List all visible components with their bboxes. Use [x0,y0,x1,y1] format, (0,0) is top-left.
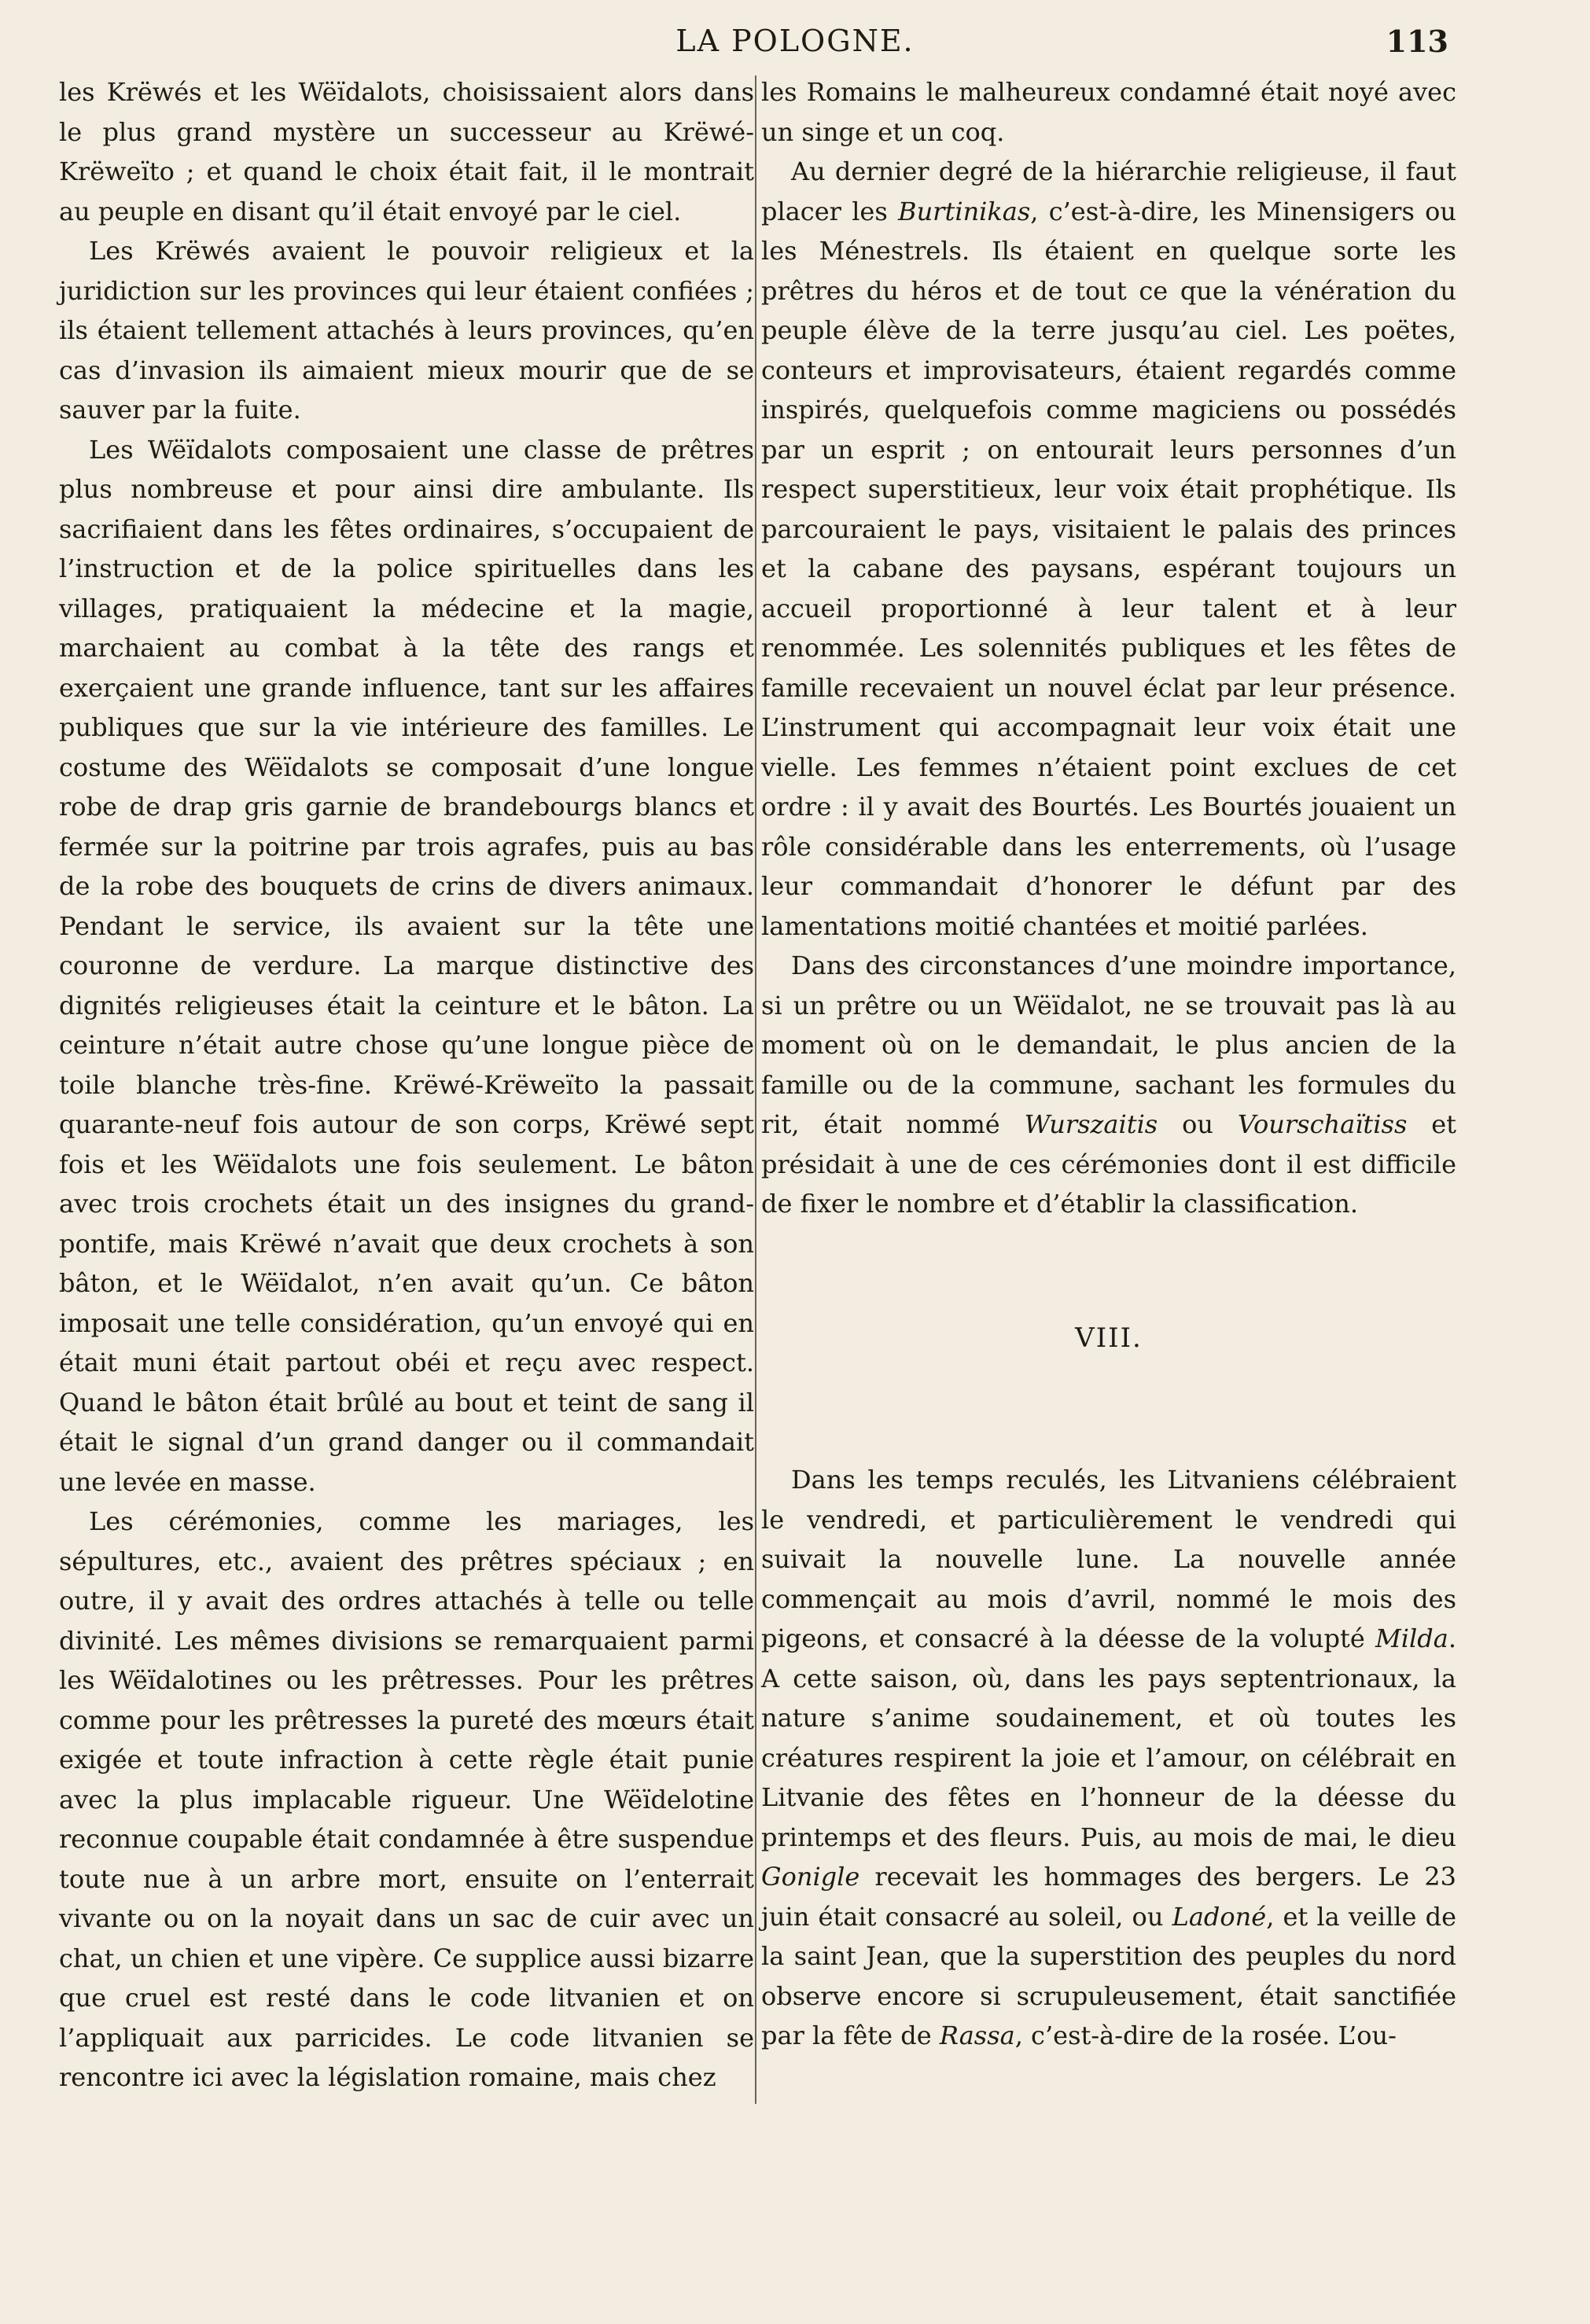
text-run: et présidait à une de ces cérémonies dont il est difficile de fixer le nombre et d’établir la classification. [761,1109,1457,1219]
italic-term: Ladoné [1172,1901,1267,1932]
paragraph [761,946,1456,1224]
text-run: Dans les temps reculés, les Litvaniens célébraient le vendredi, et particulièrement le vendredi qui suivait la nouvelle lune. La nouvelle année commençait au mois d’avril, nommé le mois des pigeons, et consacré à la déesse de la volupté [761,1465,1456,1653]
right-column [761,72,1456,2056]
text-run: recevait les hommages des bergers. Le 23 juin était consacré au soleil, ou [761,1862,1456,1932]
italic-term: Rassa [939,2021,1015,2050]
text-run: , c’est-à-dire, les Minensigers ou les Ménestrels. Ils étaient en quelque sorte les prêtres du héros et de tout ce que la vénération du peuple élève de la terre jusqu’au ciel. Les poëtes, conteurs et improvisateurs, étaient regardés comme inspirés, quelquefois comme magiciens ou possédés par un esprit ; on entourait leurs personnes d’un respect superstitieux, leur voix était prophétique. Ils parcouraient le pays, visitaient le palais des princes et la cabane des paysans, espérant toujours un accueil proportionné à leur talent et à leur renommée. Les solennités publiques et les fêtes de famille recevaient un nouvel éclat par leur présence. L’instrument qui accompagnait leur voix était une vielle. Les femmes n’étaient point exclues de cet ordre : il y avait des Bourtés. Les Bourtés jouaient un rôle considérable dans les enterrements, où l’usage leur commandait d’honorer le défunt par des lamentations moitié chantées et moitié parlées. [761,196,1457,941]
text-run: Dans des circonstances d’une moindre importance, si un prêtre ou un Wëïdalot, ne se trouvait pas là au moment où on le demandait, le plus ancien de la famille ou de la commune, sachant les formules du rit, était nommé [761,951,1456,1139]
paragraph [761,1460,1456,2056]
section-heading: VIII. [1075,1322,1143,1354]
paragraph: Les Krëwés avaient le pouvoir religieux et la juridiction sur les provinces qui leur étaient confiées ; ils étaient tellement attachés à leurs provinces, qu’en cas d’invasion ils aimaient mieux mourir que de se sauver par la fuite. [59,236,754,425]
text-run: , c’est-à-dire de la rosée. L’ou- [1014,2021,1397,2050]
italic-term: Vourschaïtiss [1237,1109,1408,1139]
paragraph: les Romains le malheureux condamné était noyé avec un singe et un coq. [761,77,1456,147]
paragraph: Les cérémonies, comme les mariages, les sépultures, etc., avaient des prêtres spéciaux ; en outre, il y avait des ordres attachés à telle ou telle divinité. Les mêmes divisions se remarquaient parmi les Wëïdalotines ou les prêtresses. Pour les prêtres comme pour les prêtresses la pureté des mœurs était exigée et toute infraction à cette règle était punie avec la plus implacable rigueur. Une Wëïdelotine reconnue coupable était condamnée à être suspendue toute nue à un arbre mort, ensuite on l’enterrait vivante ou on la noyait dans un sac de cuir avec un chat, un chien et une vipère. Ce supplice aussi bizarre que cruel est resté dans le code litvanien et on l’appliquait aux parricides. Le code litvanien se rencontre ici avec la législation romaine, mais chez [59,1506,754,2092]
page-header [0,17,1590,64]
left-column [59,72,754,2098]
italic-term: Gonigle [761,1862,860,1892]
running-title: LA POLOGNE. [675,24,915,58]
text-run: ou [1158,1109,1238,1139]
italic-term: Wurszaitis [1024,1109,1158,1139]
italic-term: Milda [1375,1623,1448,1653]
text-run: Au dernier degré de la hiérarchie religieuse, il faut placer les [761,156,1456,226]
italic-term: Burtinikas [898,196,1031,226]
text-run: , et la veille de la saint Jean, que la superstition des peuples du nord observe encore si scrupuleusement, était sanctifiée par la fête de [761,1901,1457,2050]
column-divider [755,75,756,2104]
page-number: 113 [1386,24,1448,59]
paragraph [761,152,1456,946]
paragraph: Les Wëïdalots composaient une classe de prêtres plus nombreuse et pour ainsi dire ambulante. Ils sacrifiaient dans les fêtes ordinaires, s’occupaient de l’instruction et de la police spirituelles dans les villages, pratiquaient la médecine et la magie, marchaient au combat à la tête des rangs et exerçaient une grande influence, tant sur les affaires publiques que sur la vie intérieure des familles. Le costume des Wëïdalots se composait d’une longue robe de drap gris garnie de brandebourgs blancs et fermée sur la poitrine par trois agrafes, puis au bas de la robe des bouquets de crins de divers animaux. Pendant le service, ils avaient sur la tête une couronne de verdure. La marque distinctive des dignités religieuses était la ceinture et le bâton. La ceinture n’était autre chose qu’une longue pièce de toile blanche très-fine. Krëwé-Krëweïto la passait quarante-neuf fois autour de son corps, Krëwé sept fois et les Wëïdalots une fois seulement. Le bâton avec trois crochets était un des insignes du grand-pontife, mais Krëwé n’avait que deux crochets à son bâton, et le Wëïdalot, n’en avait qu’un. Ce bâton imposait une telle considération, qu’un envoyé qui en était muni était partout obéi et reçu avec respect. Quand le bâton était brûlé au bout et teint de sang il était le signal d’un grand danger ou il commandait une levée en masse. [59,434,754,1497]
text-run: . A cette saison, où, dans les pays septentrionaux, la nature s’anime soudainement, et où toutes les créatures respirent la joie et l’amour, on célébrait en Litvanie des fêtes en l’honneur de la déesse du printemps et des fleurs. Puis, au mois de mai, le dieu [761,1623,1456,1852]
paragraph: les Krëwés et les Wëïdalots, choisissaient alors dans le plus grand mystère un successeur au Krëwé-Krëweïto ; et quand le choix était fait, il le montrait au peuple en disant qu’il était envoyé par le ciel. [59,77,754,226]
